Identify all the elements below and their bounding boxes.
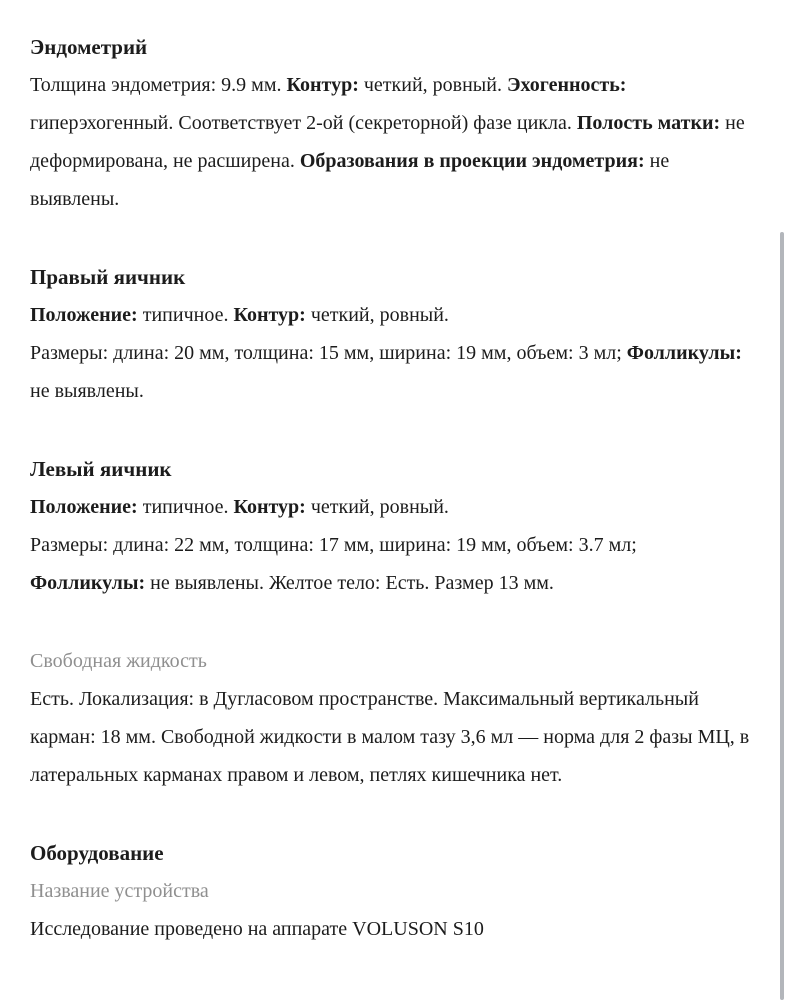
text-run: не деформирована, не расширена.: [30, 112, 745, 172]
section-heading-right-ovary: Правый яичник: [30, 265, 186, 289]
paragraph: [30, 872, 755, 910]
section-heading-endometrium: Эндометрий: [30, 35, 148, 59]
text-run: Положение:: [30, 496, 138, 518]
paragraph: [30, 334, 755, 410]
text-run: не выявлены. Желтое тело: Есть. Размер 13 мм.: [145, 572, 554, 594]
text-run: не выявлены.: [30, 150, 670, 210]
paragraph: [30, 66, 755, 218]
scrollbar-track[interactable]: [777, 0, 787, 1000]
text-run: Полость матки:: [576, 112, 721, 134]
text-run: Образования в проекции эндометрия:: [299, 150, 645, 172]
text-run: Фолликулы:: [626, 342, 742, 364]
text-run: Размеры: длина: 20 мм, толщина: 15 мм, ширина: 19 мм, объем: 3 мл;: [30, 342, 627, 364]
text-run: Фолликулы:: [30, 572, 146, 594]
text-run: четкий, ровный.: [305, 496, 449, 518]
section-left-ovary: [30, 450, 755, 602]
section-endometrium: [30, 28, 755, 218]
section-heading-free-fluid: Свободная жидкость: [30, 650, 207, 672]
text-run: Есть. Локализация: в Дугласовом пространстве. Максимальный вертикальный карман: 18 мм. Свободной жидкости в малом тазу 3,6 мл — норма для 2 фазы МЦ, в латеральных карманах правом и левом, петлях кишечника нет.: [30, 688, 750, 786]
text-run: Размеры: длина: 22 мм, толщина: 17 мм, ширина: 19 мм, объем: 3.7 мл;: [30, 534, 637, 556]
text-run: четкий, ровный.: [358, 74, 507, 96]
text-run: типичное.: [137, 496, 234, 518]
text-run: Контур:: [233, 304, 306, 326]
paragraph: [30, 680, 755, 794]
paragraph: [30, 910, 755, 948]
text-run: гиперэхогенный. Соответствует 2-ой (секреторной) фазе цикла.: [30, 112, 577, 134]
section-heading-equipment: Оборудование: [30, 841, 164, 865]
paragraph: [30, 526, 755, 602]
text-run: Толщина эндометрия: 9.9 мм.: [30, 74, 287, 96]
text-run: четкий, ровный.: [305, 304, 449, 326]
section-free-fluid: [30, 642, 755, 794]
paragraph: [30, 488, 755, 526]
report-content: [30, 28, 755, 948]
text-run: Название устройства: [30, 880, 209, 902]
section-right-ovary: [30, 258, 755, 410]
text-run: Эхогенность:: [506, 74, 627, 96]
scrollbar-thumb[interactable]: [780, 232, 784, 1000]
text-run: Контур:: [233, 496, 306, 518]
section-heading-left-ovary: Левый яичник: [30, 457, 172, 481]
paragraph: [30, 296, 755, 334]
text-run: Положение:: [30, 304, 138, 326]
text-run: Исследование проведено на аппарате VOLUSON S10: [30, 918, 484, 940]
section-equipment: [30, 834, 755, 948]
text-run: не выявлены.: [30, 380, 144, 402]
text-run: типичное.: [137, 304, 234, 326]
text-run: Контур:: [286, 74, 359, 96]
